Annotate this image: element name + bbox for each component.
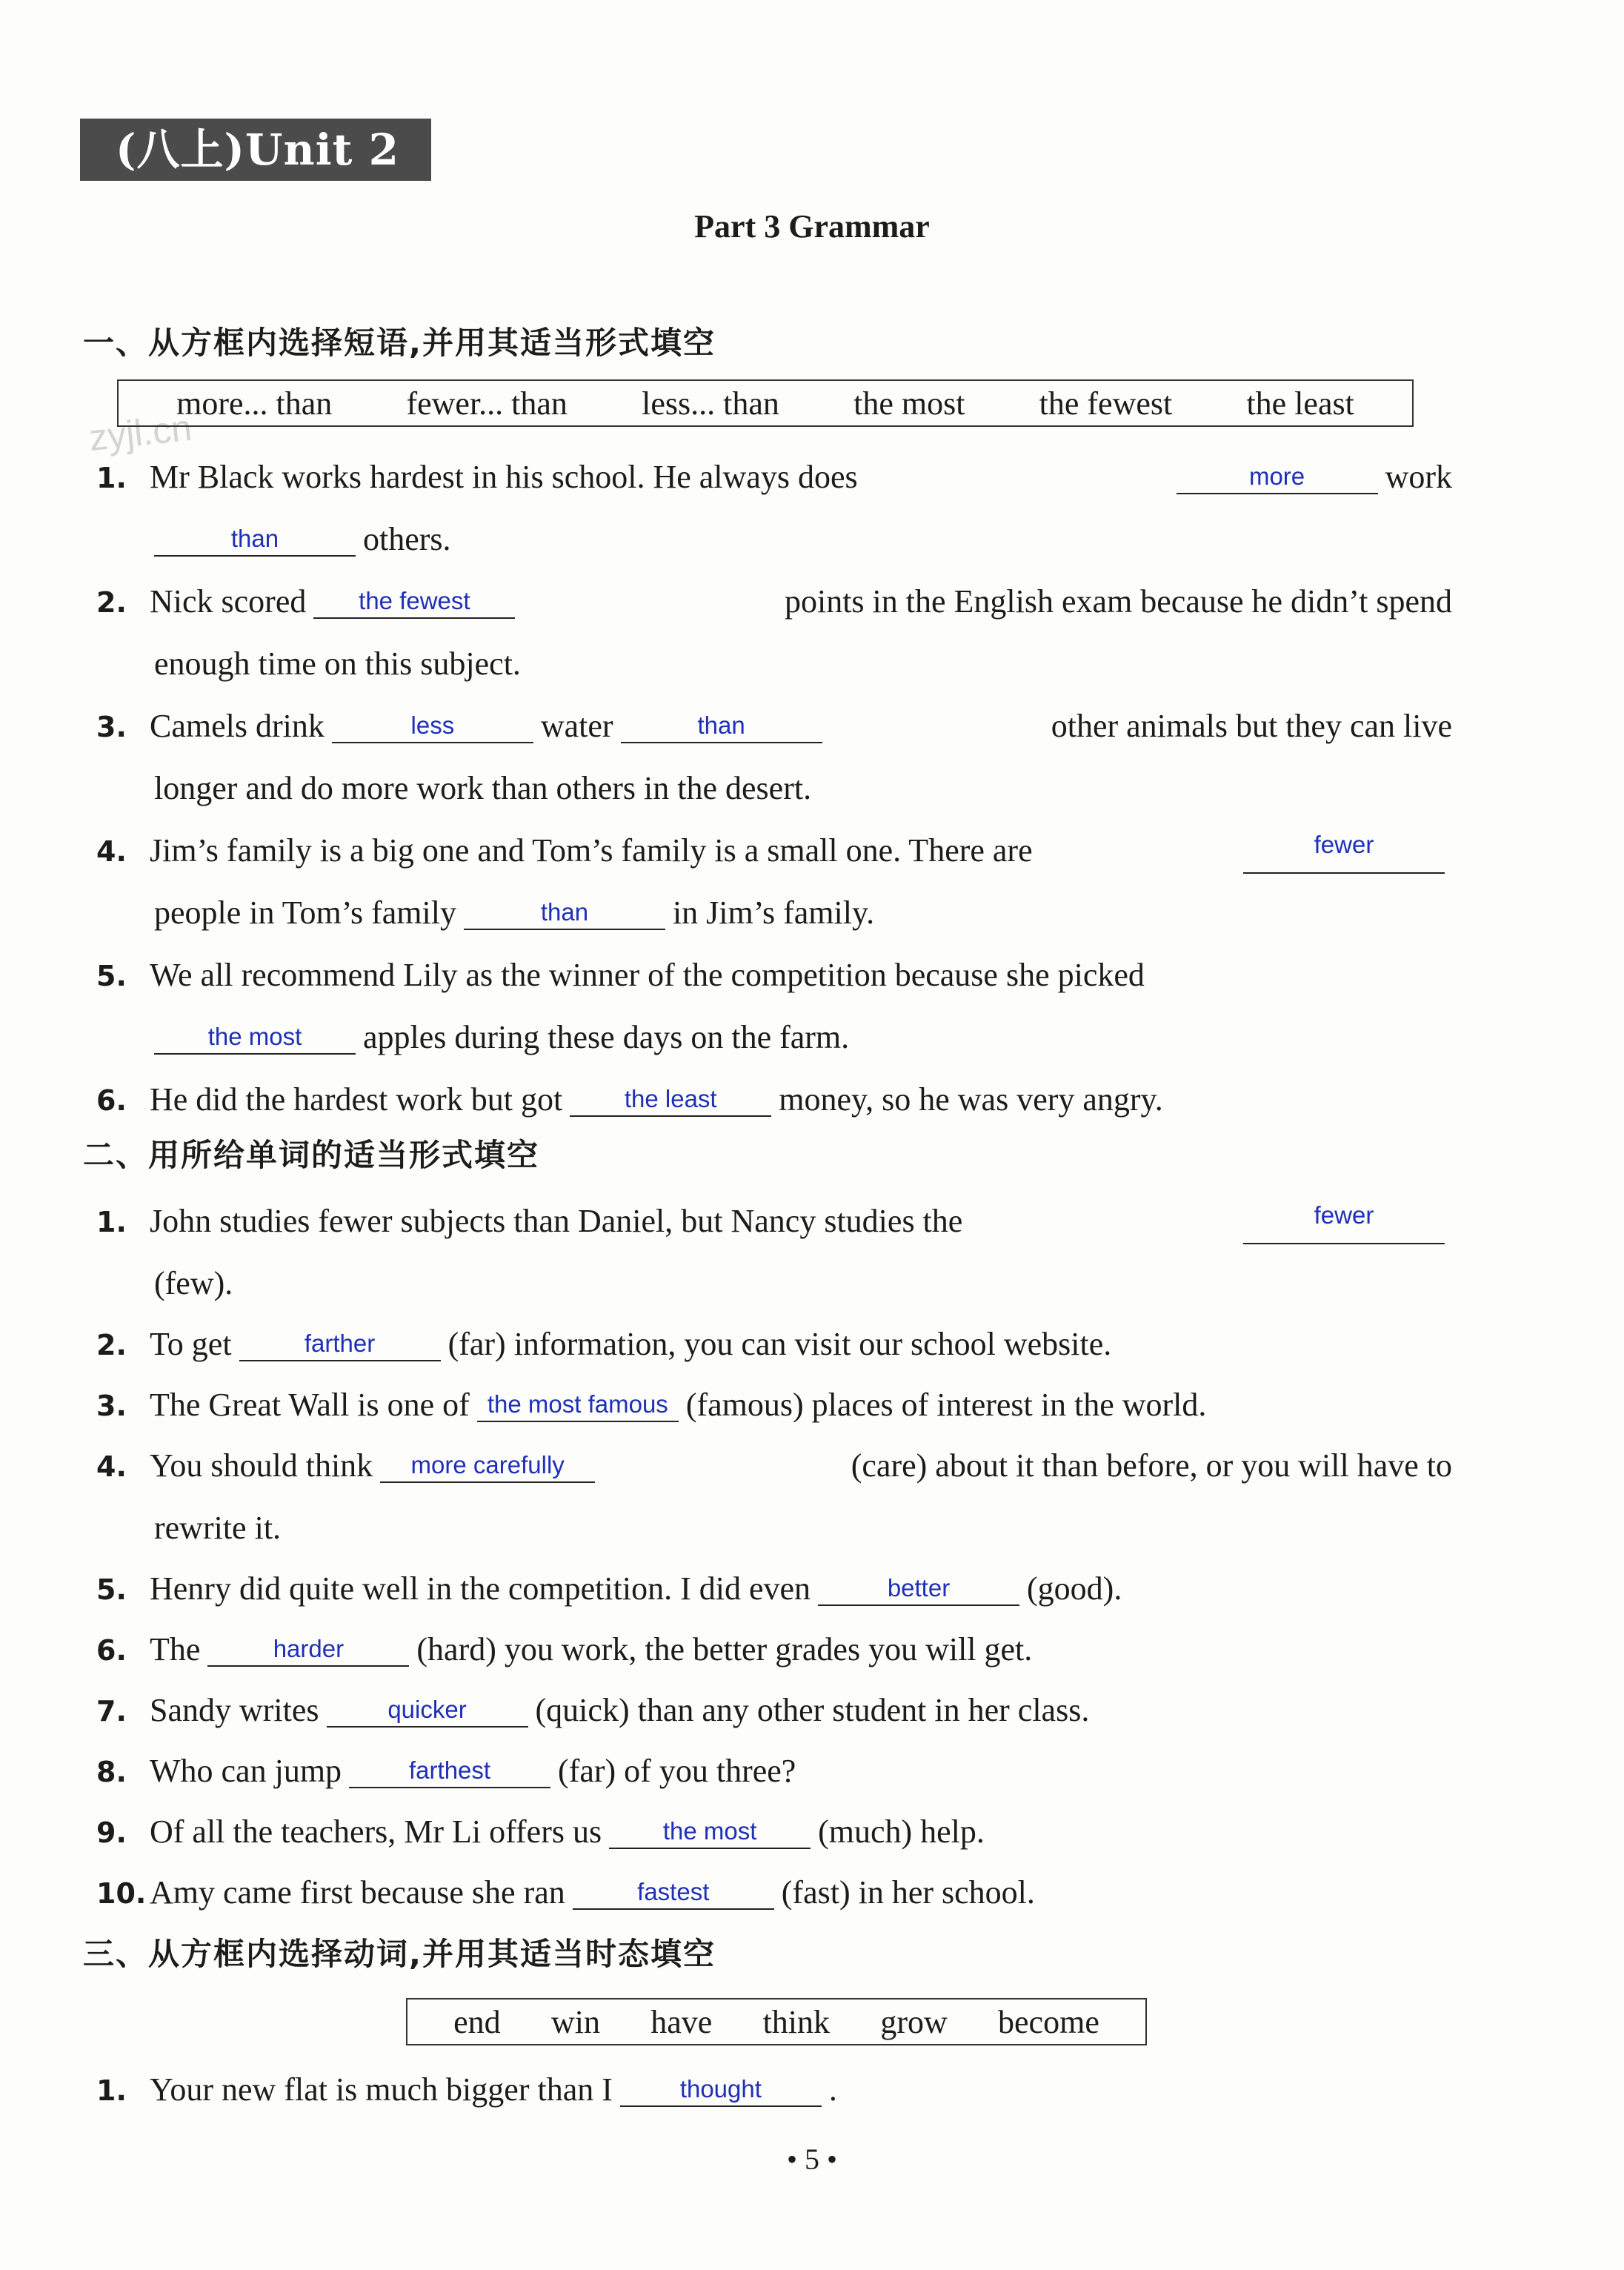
answer-blank[interactable]: quicker	[327, 1693, 528, 1728]
question-number: 1.	[96, 1206, 127, 1238]
s2-q1-line1	[96, 1199, 1452, 1244]
answer-blank[interactable]: farther	[239, 1327, 441, 1361]
question-text: Jim’s family is a big one and Tom’s family is a small one. There are	[150, 832, 1033, 869]
question-text: other animals but they can live	[1051, 708, 1452, 744]
question-text: Who can jump	[150, 1753, 342, 1789]
question-text: apples during these days on the farm.	[363, 1019, 850, 1055]
question-text: (care) about it than before, or you will have to	[851, 1447, 1452, 1484]
s2-q3	[96, 1383, 1452, 1428]
s2-q1-line2: (few).	[154, 1265, 233, 1301]
question-number: 6.	[96, 1084, 127, 1117]
answer-blank[interactable]: fewer	[1243, 829, 1445, 874]
section3-word-box	[406, 1998, 1147, 2045]
question-text: (good).	[1027, 1570, 1122, 1607]
question-number: 10.	[96, 1877, 147, 1910]
box-word: become	[998, 2003, 1099, 2040]
unit-tag: (八上)Unit 2	[80, 119, 431, 181]
question-number: 1.	[96, 462, 127, 494]
question-text: Your new flat is much bigger than I	[150, 2071, 613, 2108]
question-number: 7.	[96, 1695, 127, 1728]
answer-blank[interactable]: than	[154, 522, 356, 557]
question-number: 1.	[96, 2074, 127, 2107]
section2-title: 二、用所给单词的适当形式填空	[83, 1137, 540, 1173]
s1-q3-line1	[96, 704, 1452, 749]
question-number: 4.	[96, 835, 127, 868]
box-phrase: less... than	[642, 385, 779, 422]
answer-blank[interactable]: less	[332, 709, 533, 743]
question-number: 2.	[96, 1329, 127, 1361]
s2-q9	[96, 1810, 1452, 1855]
box-phrase: the least	[1246, 385, 1354, 422]
answer-blank[interactable]: fewer	[1243, 1199, 1445, 1244]
answer-blank[interactable]: the most famous	[477, 1388, 679, 1422]
question-text: (hard) you work, the better grades you will get.	[416, 1631, 1033, 1667]
s2-q4-line2: rewrite it.	[154, 1510, 282, 1546]
question-text: Mr Black works hardest in his school. He always does	[150, 459, 858, 495]
question-number: 8.	[96, 1756, 127, 1788]
s1-q1-line2	[96, 517, 1510, 562]
question-text: money, so he was very angry.	[779, 1081, 1163, 1118]
answer-blank[interactable]: farthest	[349, 1754, 550, 1788]
question-number: 6.	[96, 1634, 127, 1667]
question-text: (far) of you three?	[558, 1753, 796, 1789]
section1-word-box	[117, 379, 1414, 427]
question-text: Camels drink	[150, 708, 325, 744]
answer-blank[interactable]: harder	[207, 1633, 409, 1667]
answer-blank[interactable]: more carefully	[380, 1449, 595, 1483]
question-text: water	[540, 708, 613, 744]
question-text: He did the hardest work but got	[150, 1081, 563, 1118]
s2-q6	[96, 1627, 1452, 1673]
box-word: have	[650, 2003, 713, 2040]
question-number: 2.	[96, 586, 127, 619]
question-number: 9.	[96, 1816, 127, 1849]
answer-blank[interactable]: than	[464, 896, 665, 930]
answer-blank[interactable]: the fewest	[313, 585, 515, 619]
s1-q3-line2: longer and do more work than others in the desert.	[154, 770, 812, 806]
box-word: end	[453, 2003, 501, 2040]
question-text: Amy came first because she ran	[150, 1874, 565, 1911]
question-text: John studies fewer subjects than Daniel, but Nancy studies the	[150, 1203, 963, 1239]
answer-blank[interactable]: the most	[609, 1815, 811, 1849]
answer-blank[interactable]: than	[621, 709, 822, 743]
question-text: (fast) in her school.	[781, 1874, 1035, 1911]
question-number: 3.	[96, 711, 127, 743]
question-text: .	[828, 2071, 837, 2108]
question-number: 5.	[96, 960, 127, 992]
s1-q2-line1	[96, 580, 1452, 625]
question-text: You should think	[150, 1447, 373, 1484]
question-text: (much) help.	[818, 1813, 985, 1850]
answer-blank[interactable]: thought	[620, 2073, 822, 2107]
question-text: We all recommend Lily as the winner of the competition because she picked	[150, 957, 1145, 993]
section3-title: 三、从方框内选择动词,并用其适当时态填空	[83, 1936, 716, 1972]
question-number: 4.	[96, 1450, 127, 1483]
box-phrase: the most	[853, 385, 965, 422]
question-text: people in Tom’s family	[154, 895, 456, 931]
s2-q5	[96, 1567, 1452, 1612]
s2-q8	[96, 1749, 1452, 1794]
page-number: • 5 •	[786, 2143, 837, 2176]
question-text: Henry did quite well in the competition. I did even	[150, 1570, 811, 1607]
question-text: Of all the teachers, Mr Li offers us	[150, 1813, 602, 1850]
box-phrase: fewer... than	[406, 385, 568, 422]
question-text: work	[1385, 459, 1452, 495]
question-text: To get	[150, 1326, 232, 1362]
answer-blank[interactable]: the least	[570, 1083, 771, 1117]
question-text: (quick) than any other student in her class.	[535, 1692, 1090, 1728]
question-text: Sandy writes	[150, 1692, 319, 1728]
s1-q4-line2	[96, 891, 1510, 935]
question-text: The Great Wall is one of	[150, 1387, 470, 1423]
s2-q4-line1	[96, 1444, 1452, 1489]
s1-q4-line1	[96, 829, 1452, 874]
watermark: zyjl.cn	[87, 406, 194, 459]
s3-q1	[96, 2068, 1452, 2113]
box-word: think	[762, 2003, 831, 2040]
answer-blank[interactable]: better	[818, 1572, 1019, 1606]
question-text: (far) information, you can visit our school website.	[447, 1326, 1112, 1362]
s1-q2-line2: enough time on this subject.	[154, 646, 521, 682]
question-text: The	[150, 1631, 201, 1667]
answer-blank[interactable]: the most	[154, 1020, 356, 1055]
s1-q1-line1	[96, 455, 1452, 500]
s2-q7	[96, 1688, 1452, 1733]
box-phrase: more... than	[176, 385, 333, 422]
part-title: Part 3 Grammar	[694, 208, 930, 245]
s2-q10	[96, 1871, 1452, 1916]
box-word: win	[550, 2003, 600, 2040]
s2-q2	[96, 1322, 1452, 1367]
question-number: 3.	[96, 1390, 127, 1422]
box-word: grow	[880, 2003, 948, 2040]
question-text: points in the English exam because he didn’t spend	[784, 583, 1452, 620]
s1-q6-line1	[96, 1078, 1452, 1123]
box-phrase: the fewest	[1039, 385, 1173, 422]
answer-blank[interactable]: more	[1177, 460, 1378, 494]
question-number: 5.	[96, 1573, 127, 1606]
question-text: (famous) places of interest in the world.	[685, 1387, 1207, 1423]
answer-blank[interactable]: fastest	[573, 1876, 774, 1910]
s1-q5-line1	[96, 953, 1452, 998]
question-text: in Jim’s family.	[672, 895, 875, 931]
section1-title: 一、从方框内选择短语,并用其适当形式填空	[83, 325, 716, 361]
question-text: Nick scored	[150, 583, 307, 620]
question-text: others.	[363, 521, 451, 557]
s1-q5-line2	[96, 1015, 1510, 1060]
